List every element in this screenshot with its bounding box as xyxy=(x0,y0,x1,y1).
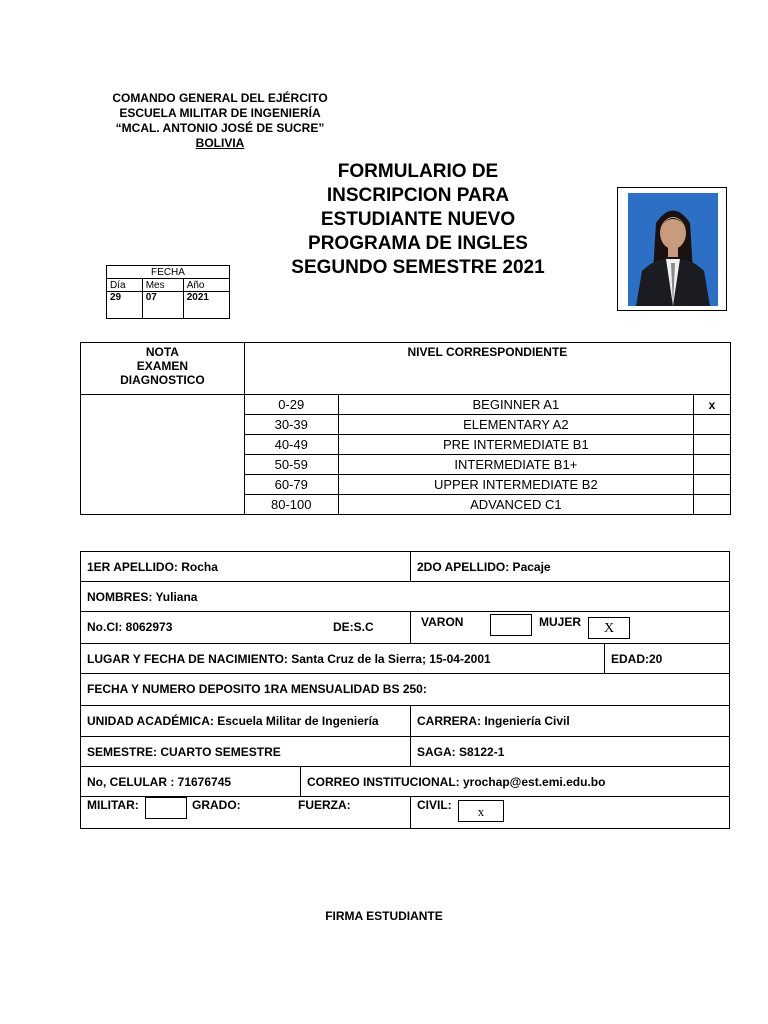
fecha-table xyxy=(106,265,230,319)
mujer-checkbox[interactable]: X xyxy=(588,617,630,639)
level-mark[interactable] xyxy=(694,415,731,435)
header-line-3: “MCAL. ANTONIO JOSÉ DE SUCRE” xyxy=(115,121,325,135)
level-name: ELEMENTARY A2 xyxy=(338,415,693,435)
level-name: ADVANCED C1 xyxy=(338,495,693,515)
civil-label: CIVIL: xyxy=(417,798,452,812)
form-row-contacto xyxy=(81,767,729,797)
firma-estudiante: FIRMA ESTUDIANTE xyxy=(325,909,443,923)
varon-label: VARON xyxy=(421,615,464,629)
civil-checkbox[interactable]: x xyxy=(458,800,504,822)
institution-header xyxy=(90,91,350,151)
title-line-3: ESTUDIANTE NUEVO xyxy=(320,209,516,230)
student-photo xyxy=(617,187,727,311)
sexo-cell xyxy=(410,612,729,643)
mes-label: Mes xyxy=(142,279,183,292)
apellido2-field[interactable]: 2DO APELLIDO: Pacaje xyxy=(410,552,729,581)
level-mark[interactable] xyxy=(694,435,731,455)
nota-header xyxy=(81,343,245,395)
header-line-1: COMANDO GENERAL DEL EJÉRCITO xyxy=(112,91,328,105)
saga-field[interactable]: SAGA: S8122-1 xyxy=(410,737,729,766)
nivel-header: NIVEL CORRESPONDIENTE xyxy=(244,343,730,395)
level-name: BEGINNER A1 xyxy=(338,395,693,415)
levels-table xyxy=(80,342,731,515)
title-line-2: INSCRIPCION PARA xyxy=(326,185,510,206)
form-row-nacimiento xyxy=(81,644,729,674)
ci-field[interactable]: No.CI: 8062973 xyxy=(87,620,173,634)
celular-field[interactable]: No, CELULAR : 71676745 xyxy=(87,775,232,789)
header-line-4: BOLIVIA xyxy=(195,136,245,150)
level-mark[interactable] xyxy=(694,495,731,515)
form-row-unidad xyxy=(81,706,729,737)
level-range: 50-59 xyxy=(244,455,338,475)
level-range: 40-49 xyxy=(244,435,338,455)
apellido1-field[interactable]: 1ER APELLIDO: Rocha xyxy=(87,560,218,574)
level-range: 30-39 xyxy=(244,415,338,435)
form-row-deposito xyxy=(81,674,729,706)
form-row-ci xyxy=(81,612,729,644)
level-range: 0-29 xyxy=(244,395,338,415)
carrera-field[interactable]: CARRERA: Ingeniería Civil xyxy=(410,706,729,736)
nota-header-line-3: DIAGNOSTICO xyxy=(120,373,205,387)
title-line-4: PROGRAMA DE INGLES xyxy=(308,233,528,254)
form-row-nombres xyxy=(81,582,729,612)
semestre-field[interactable]: SEMESTRE: CUARTO SEMESTRE xyxy=(87,745,281,759)
militar-checkbox[interactable] xyxy=(145,797,187,819)
mes-value: 07 xyxy=(142,292,183,319)
de-field[interactable]: DE:S.C xyxy=(333,620,374,634)
militar-label: MILITAR: xyxy=(87,798,139,812)
level-mark[interactable]: x xyxy=(694,395,731,415)
nota-header-line-2: EXAMEN xyxy=(136,359,189,373)
anio-label: Año xyxy=(183,279,229,292)
nota-header-line-1: NOTA xyxy=(145,345,179,359)
form-row-militar xyxy=(81,797,729,828)
nombres-field[interactable]: NOMBRES: Yuliana xyxy=(87,590,198,604)
level-name: UPPER INTERMEDIATE B2 xyxy=(338,475,693,495)
level-range: 60-79 xyxy=(244,475,338,495)
level-mark[interactable] xyxy=(694,455,731,475)
correo-field[interactable]: CORREO INSTITUCIONAL: yrochap@est.emi.edu.bo xyxy=(300,767,729,796)
form-title xyxy=(260,160,576,280)
unidad-field[interactable]: UNIDAD ACADÉMICA: Escuela Militar de Ingeniería xyxy=(87,714,379,728)
fuerza-label: FUERZA: xyxy=(298,798,351,812)
mujer-label: MUJER xyxy=(539,615,582,629)
level-name: PRE INTERMEDIATE B1 xyxy=(338,435,693,455)
header-line-2: ESCUELA MILITAR DE INGENIERÍA xyxy=(119,106,321,120)
civil-cell xyxy=(410,797,729,828)
militar-cell xyxy=(81,797,410,828)
form-row-apellidos xyxy=(81,552,729,582)
grado-label: GRADO: xyxy=(192,798,241,812)
edad-field[interactable]: EDAD:20 xyxy=(604,644,729,673)
title-line-1: FORMULARIO DE xyxy=(337,161,499,182)
level-mark[interactable] xyxy=(694,475,731,495)
varon-checkbox[interactable] xyxy=(490,614,532,636)
anio-value: 2021 xyxy=(183,292,229,319)
nacimiento-field[interactable]: LUGAR Y FECHA DE NACIMIENTO: Santa Cruz de la Sierra; 15-04-2001 xyxy=(87,652,491,666)
photo-image xyxy=(628,193,718,306)
deposito-field[interactable]: FECHA Y NUMERO DEPOSITO 1RA MENSUALIDAD BS 250: xyxy=(87,682,427,696)
nota-value-cell xyxy=(81,395,245,515)
fecha-label: FECHA xyxy=(107,266,230,279)
dia-label: Día xyxy=(107,279,143,292)
student-photo-icon xyxy=(628,193,718,306)
dia-value: 29 xyxy=(107,292,143,319)
form-row-semestre xyxy=(81,737,729,767)
level-name: INTERMEDIATE B1+ xyxy=(338,455,693,475)
level-range: 80-100 xyxy=(244,495,338,515)
title-line-5: SEGUNDO SEMESTRE 2021 xyxy=(291,257,545,278)
student-data-form xyxy=(80,551,730,829)
